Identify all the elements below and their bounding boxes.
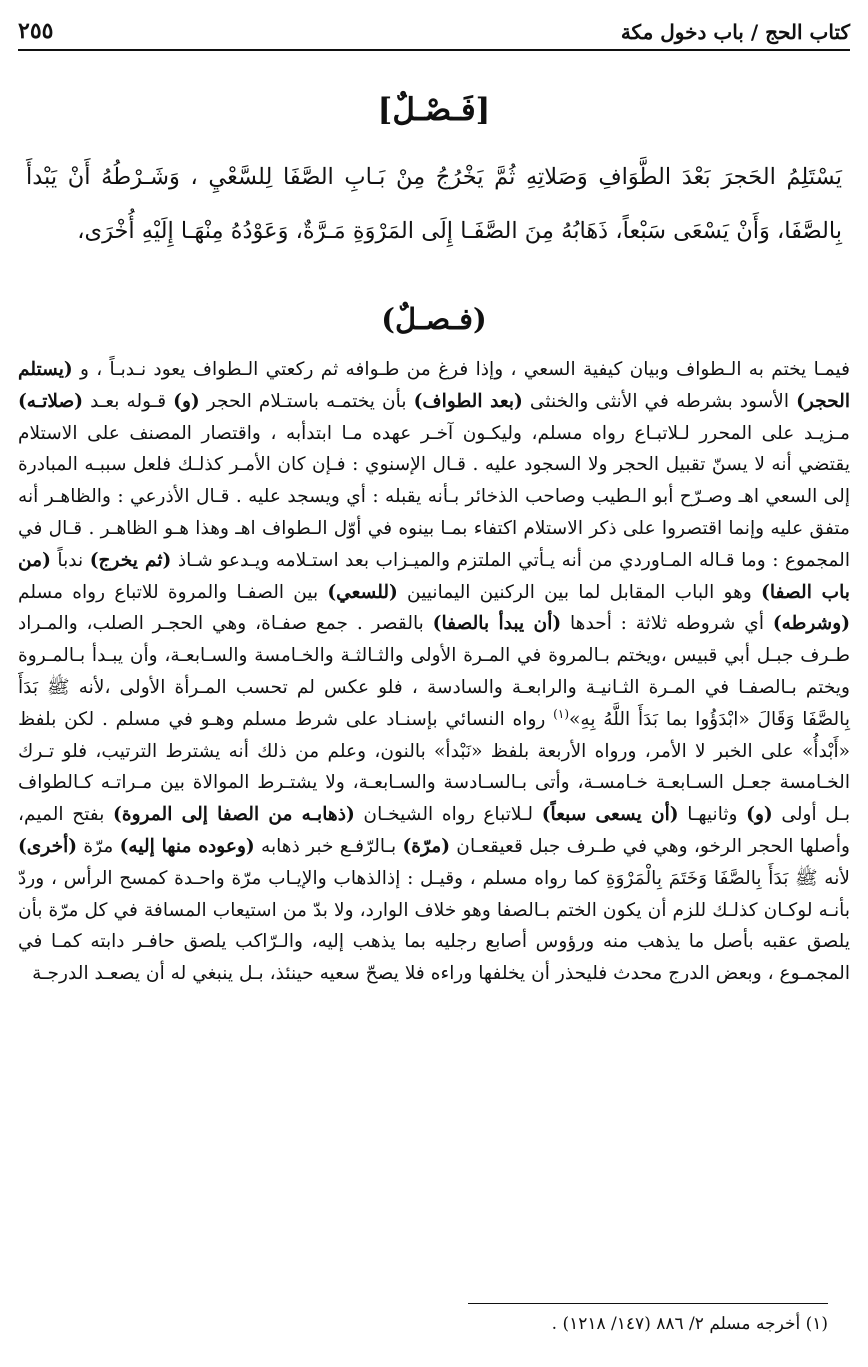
- commentary-segment: فيمـا يختم به الـطواف وبيان كيفية السعي ، وإذا فرغ من طـوافه ثم ركعتي الـطواف يعود نـدبـاً ، و: [72, 359, 850, 380]
- commentary-lemma: (صلاتـه): [18, 390, 84, 412]
- commentary-segment: بين الصفـا والمروة للاتباع رواه مسلم: [18, 581, 328, 603]
- commentary-segment: وثانيهـا: [678, 804, 747, 826]
- commentary-segment: رواه النسائي بإسنـاد على شرط مسلم وهـو في مسلم . لكن بلفظ «أَبْدأُ» على الخبر لا الأمر، ورواه الأربعة بلفظ «نَبْدأ» بالنون، وعلم من ذلك أنه يشترط الترتيب، فلو تـرك الخـامسة جعـل السـابعـة خـامسـة، وأتى بـالسـادسة والسـابعـة، ولا يشتـرط الموالاة بين مـراتـه كـالطواف بـل أولى: [18, 708, 851, 826]
- commentary-lemma: (ثم يخرج): [89, 549, 172, 571]
- commentary-lemma: (أن يسعى سبعاً): [541, 804, 679, 826]
- commentary-segment: مـزيـد على المحرر لـلاتبـاع رواه مسلم، وليكـون آخـر عهده مـا ابتدأبه ، واقتصار المصنف على الاستلام يقتضي أنه لا يسنّ تقبيل الحجر ولا السجود عليه . قـال الإسنوي : فـإن كان الأمـر كذلـك فلعل سببـه المبادرة إلى السعي اهـ وصـرّح أبو الـطيب وصاحب الذخائر بـأنه يقبله : أي ويسجد عليه . قـال الأذرعي : والظاهـر أنه متفق عليه وإنما اقتصروا على ذكر الاستلام اكتفاء بمـا بينوه في أوّل الـطواف اهـ وهذا هـو الظاهـر . قـال في المجموع : وما قـاله المـاوردي من أنه يـأتي الملتزم والميـزاب بعد استـلامه ويـدعو شـاذ: [18, 422, 850, 571]
- matn-text: يَسْتَلِمُ الحَجرَ بَعْدَ الطَّوَافِ وَصَلاتِهِ ثُمَّ يَخْرُجُ مِنْ بَـابِ الصَّفَا لِلسَّعْيِ ، وَشَـرْطُهُ أَنْ يَبْدأَ بِالصَّفَا، وَأَنْ يَسْعَى سَبْعاً، ذَهَابُهُ مِنَ الصَّفَـا إِلَى المَرْوَةِ مَـرَّةٌ، وَعَوْدُهُ مِنْهَـا إِلَيْهِ أُخْرَى،: [26, 164, 842, 244]
- commentary-segment: بـالرّفـع خبر ذهابه: [254, 835, 403, 857]
- commentary-segment: بأن يختمـه باستـلام الحجر: [199, 390, 414, 412]
- commentary-lemma: (وعوده منها إليه): [119, 835, 255, 857]
- page-number: ٢٥٥: [18, 18, 54, 44]
- commentary-lemma: (و): [173, 390, 200, 412]
- footnote-marker: (١): [553, 706, 569, 721]
- commentary-lemma: (مرّة): [402, 835, 451, 857]
- commentary-segment: الأسود بشرطه في الأنثى والخنثى: [522, 390, 797, 412]
- commentary-segment: لـلاتباع رواه الشيخـان: [354, 804, 542, 826]
- page-header: [18, 10, 850, 44]
- commentary-lemma: (للسعي): [327, 581, 398, 603]
- commentary-lemma: (يستلم الحجر): [18, 359, 850, 412]
- commentary-segment: وهو الباب المقابل لما بين الركنين اليمانيين: [397, 581, 762, 603]
- commentary-segment: قـوله بعـد: [83, 390, 174, 412]
- footnote: (١) أخرجه مسلم ٢/ ٨٨٦ (١٤٧/ ١٢١٨) .: [551, 1314, 828, 1334]
- footnote-rule: [468, 1303, 828, 1304]
- commentary-segment: مرّة: [77, 835, 120, 857]
- commentary-text: [18, 354, 850, 990]
- header-rule: [18, 49, 850, 51]
- commentary-lemma: (بعد الطواف): [413, 390, 523, 412]
- section-title-commentary: (فـصـلٌ): [381, 302, 487, 336]
- commentary-segment: بفتح الميم، وأصلها الحجر الرخو، وهي في طـرف جبل قعيقعـان: [18, 804, 850, 857]
- commentary-segment: لأنه ﷺ بَدَأَ بِالصَّفَا وَخَتَمَ بِالْمَرْوَةِ كما رواه مسلم ، وقيـل : إذالذهاب والإيـاب مرّة واحـدة كمسح الرأس ، وردّ بأنـه لوكـان كذلـك للزم أن يكون الختم بـالصفا وهو خلاف الوارد، ولا بدّ من استيعاب المسافة في كل مرّة بأن يلصق عقبه بأصل ما يذهب منه ورؤوس أصابع رجليه بما يذهب إليه، والـرّاكب يلصق حافـر دابته كمـا في المجمـوع ، وبعض الدرج محدث فليحذر أن يخلفها وراءه فلا يصحّ سعيه حينئذ، بـل ينبغي له أن يصعـد الدرجـة: [18, 867, 850, 985]
- running-head: كتاب الحج / باب دخول مكة: [620, 20, 850, 44]
- section-title-matn: [فَـصْـلٌ]: [377, 92, 491, 128]
- commentary-lemma: (وشرطه): [772, 613, 850, 635]
- commentary-lemma: (ذهابـه من الصفا إلى المروة): [113, 804, 355, 826]
- commentary-lemma: (أخرى): [18, 835, 78, 857]
- commentary-segment: أي شروطه ثلاثة : أحدها: [561, 613, 773, 635]
- commentary-lemma: (و): [746, 804, 773, 826]
- commentary-segment: بالقصر . جمع صفـاة، وهي الحجـر الصلب، والمـراد طـرف جبـل أبي قبيس ،ويختم بـالمروة في المـرة الأولى والثـالثـة والخـامسة والسـابعـة، وأن يبـدأ بـالمـروة ويختم بـالصفـا في المـرة الثـانيـة والرابعـة والسادسة ، فلو عكس لم تحسب المـرأة الأولى ،لأنه ﷺ بَدَأَ بِالصَّفَا وَقَالَ «ابْدَؤُوا بما بَدَأَ اللَّهُ بِهِ»: [18, 613, 850, 730]
- commentary-lemma: (أن يبدأ بالصفا): [432, 613, 562, 635]
- commentary-segment: ندباً: [50, 549, 90, 571]
- commentary-lemma: (من باب الصفا): [18, 549, 850, 603]
